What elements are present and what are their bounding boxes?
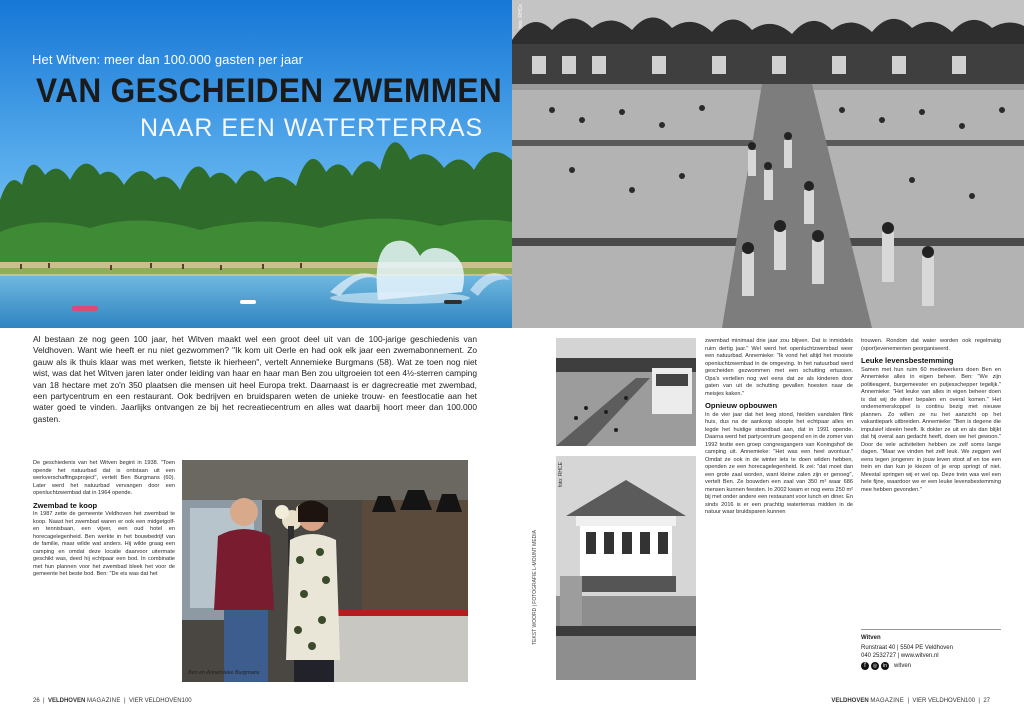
instagram-icon[interactable]: ◎ <box>872 663 878 669</box>
footer-sep-left-2: | <box>124 698 126 704</box>
kicker: Het Witven: meer dan 100.000 gasten per jaar <box>32 52 304 67</box>
historic-pool-photo <box>512 0 1024 328</box>
footer-brand-left: VELDHOVEN <box>47 698 86 704</box>
footer-sep-right-2: | <box>978 698 980 704</box>
diving-tower-illustration <box>556 338 696 446</box>
right-column-2 <box>861 338 1001 496</box>
right-col2-paragraph-1: trouwen. Rondom dat water worden ook regelmatig (sport)evenementen georganiseerd. <box>861 338 1001 352</box>
right-footer <box>831 698 990 708</box>
right-col1-paragraph-1: zwembad minimaal drie jaar zou blijven. Dat is inmiddels ruim dertig jaar." Wel werd het openluchtzwembad weer een natuurbad. Annemieke: "Ik vond het altijd het mooiste openluchtzwembad in de omgeving. In het natuurbad werd gescheiden gezwommen met een schutting ertussen. Opa's vertellen nog wel eens dat ze als kinderen door gaten van uit de schutting gevallen hoesten naar de meisjes kaken." <box>705 338 853 397</box>
right-page <box>512 0 1024 725</box>
info-title: Witven <box>861 635 881 641</box>
headline-line-2: NAAR EEN WATERTERRAS <box>140 114 484 142</box>
footer-brand-right: VELDHOVEN <box>831 698 869 704</box>
intro-paragraph: Al bestaan ze nog geen 100 jaar, het Witven maakt wel een groot deel uit van de 100-jarige geschiedenis van Veldhoven. Want wie heeft er nu niet gezwommen? "Ik kom uit Oerle en had ook elk jaar een zwemabonnement. Zo gauw als ik thuis klaar was met werken, fietste ik hierheen", vertelt Annemieke Burgmans (58). Wat ze toen nog niet wist, was dat het Witven jaren later onder leiding van haar en haar man Ben zou uitgroeien tot een 4½-sterren camping van 18 hectare met zo'n 350 plaatsen die mensen uit heel Europa trekt. Daarnaast is er dagrecreatie met zwembad, een partycentrum en een restaurant. Ook bedrijven en bruidsparen weten de unieke trouw- en feestlocatie aan het water goed te vinden. Jaarlijks ontvangen ze bij het recreatiecentrum en alles wat daarbij hoort meer dan 100.000 gasten. <box>33 334 477 424</box>
hero-photo <box>0 0 512 328</box>
page-number-right: 27 <box>983 698 990 704</box>
vertical-credit: TEKST WOORD | FOTOGRAFIE L-MOUNT MEDIA <box>532 530 538 645</box>
historic-photo-small-2 <box>556 456 696 680</box>
footer-vier-left: VIER VELDHOVEN100 <box>128 698 192 704</box>
portrait-photo <box>182 460 468 682</box>
right-col2-paragraph-2: Samen met hun ruim 60 medewerkers doen Ben en Annemieke alles in eigen beheer. Ben: "We zijn politieagent, burgemeester en putjesschepper tegelijk." Annemieke: "Het leuke van alles in eigen beheer doen is dat wij de sfeer bepalen en overal komen." Het ondernemerskoppel is continu bezig met nieuwe plannen. Zo willen ze nu het aanzicht op het vakantiepark uitbreiden. Annemieke: "Ben is degene die impulsief ideeën heeft. Ik dokter ze uit en als dan blijkt dat hij overal aan gedacht heeft, doen we het gewoon." Door de vele activiteiten hebben ze zelf soms lange dagen. "Maar we vinden het zelf leuk. We zeggen wel eens tegen jongeren: in jouw leven stoot af en toe een trein en dan kun je kiezen of je erop springt of niet. Meestal springen wij er wel op. Deze trein was wel een hele fijne, waardoor we er een leuke levensbestemming mee hebben gevonden." <box>861 366 1001 493</box>
headline-line-1: VAN GESCHEIDEN ZWEMMEN <box>36 72 503 110</box>
historic-photo-small-1 <box>556 338 696 446</box>
photo-caption: Ben en Annemieke Burgmans <box>188 670 260 676</box>
footer-sep-left-1: | <box>43 698 45 704</box>
left-col-paragraph-1: De geschiedenis van het Witven begint in 1938. "Toen opende het natuurbad dat is ontstaan uit een werkverschaffingsproject", vertelt Ben Burgmans (60). Later werd het natuurbad vervangen door een openluchtzwembad dat in 1964 opende. <box>33 460 175 496</box>
left-footer <box>33 698 473 708</box>
restaurant-portrait-illustration <box>182 460 468 682</box>
info-contact: 040 2532727 | www.witven.nl <box>861 653 939 659</box>
right-col2-heading: Leuke levensbestemming <box>861 356 954 365</box>
footer-vier-right: VIER VELDHOVEN100 <box>912 698 976 704</box>
left-col-paragraph-2: In 1987 zette de gemeente Veldhoven het zwembad te koop. Naast het zwembad waren er ook een midgetgolf- en tennisbaan, een vijver, een oud hotel en horecagelegenheid. Ben werkte in het bouwbedrijf van de familie, maar wilde wat anders. Hij wilde graag een camping en omdat deze locatie daarvoor uitermate geschikt was, deed hij echtpaar een bod. In combinatie met hun plannen voor het zwembad bleek het voor de gemeente het beste bod. Ben: "De eis was dat het <box>33 511 175 577</box>
left-column <box>33 460 175 581</box>
page-number-left: 26 <box>33 698 40 704</box>
social-handle: witven <box>894 663 912 669</box>
left-col-heading: Zwembad te koop <box>33 500 98 510</box>
photo-credit-top: foto: RHCe <box>518 4 524 29</box>
info-address: Runstraat 40 | 5504 PE Veldhoven <box>861 645 953 651</box>
footer-sep-right-1: | <box>907 698 910 704</box>
right-column-1 <box>705 338 853 519</box>
lake-fountain-illustration <box>0 0 512 328</box>
linkedin-icon[interactable]: in <box>881 662 889 670</box>
pavilion-illustration <box>556 456 696 680</box>
social-row <box>861 662 1001 670</box>
footer-magazine-right: MAGAZINE <box>870 698 905 704</box>
right-col1-heading: Opnieuw opbouwen <box>705 401 778 410</box>
facebook-icon[interactable]: f <box>861 662 869 670</box>
historic-pool-illustration <box>512 0 1024 328</box>
footer-magazine-left: MAGAZINE <box>86 698 121 704</box>
info-box <box>861 629 1001 670</box>
right-col1-paragraph-2: In de vier jaar dat het leeg stond, hielden vandalen flink huis, dus na de aankoop sloopte het echtpaar alles en legde het huidige strandbad aan, dat in 1991 opende. Daarna werd het partycentrum geopend en in de zomer van 1992 testte een groep congresgangers van Koningshof de camping uit. Annemieke: "Het was een heel avontuur." Omdat ze ook in de winter iets te doen wilden hebben, openden ze een horecagelegenheid. Ik zei: "dat moet dan een grote zaal worden, want kleine zalen zijn er genoeg", vertelt Ben. Ze bouwden een zaal van 350 m² waar 686 mensen kunnen feesten. In 2002 kwam er nog eens 250 m² bij met onder andere een restaurant voor lunch en diner. En sinds 2016 is er een prachtig waterterras midden in de natuur waar bruidsparen kunnen <box>705 411 854 515</box>
photo-credit-mid: foto: RHCE <box>558 462 564 488</box>
